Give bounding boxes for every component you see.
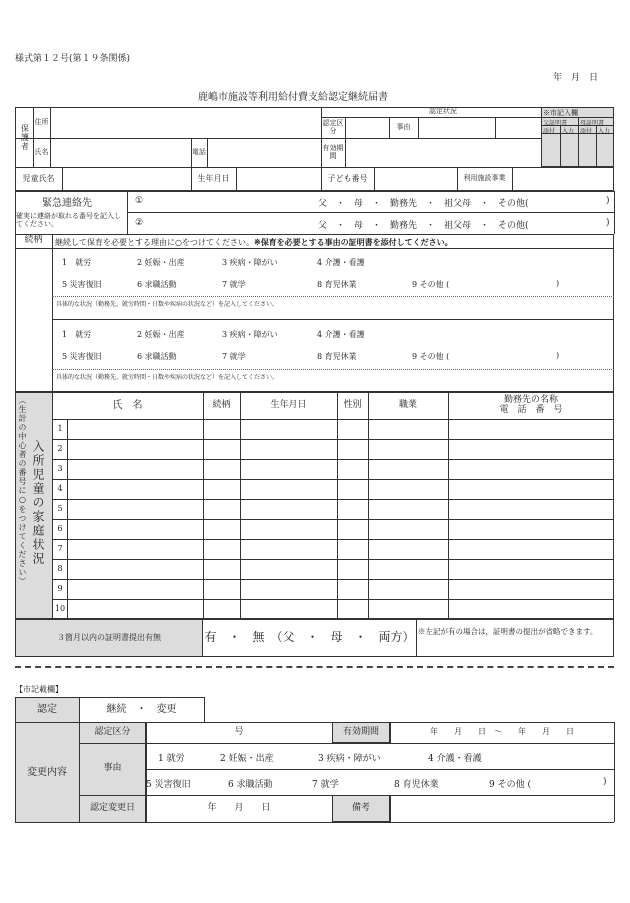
form-number: 様式第１２号(第１９条関係) (15, 54, 131, 64)
office-title: 【市記載欄】 (15, 685, 63, 694)
reason-b-7[interactable]: 7 就学 (222, 352, 246, 361)
mother-input-label: 入力 (598, 128, 611, 135)
office-reason-9[interactable]: 9 その他 ( (489, 780, 531, 790)
relation-header: 続柄 (24, 235, 43, 246)
family-row-number: 8 (57, 564, 63, 573)
reason-b-2[interactable]: 2 妊娠・出産 (137, 330, 185, 339)
child-birth-label: 生年月日 (197, 173, 230, 183)
reason-a-4[interactable]: 4 介護・看護 (317, 258, 365, 267)
family-row-number: 5 (57, 504, 63, 513)
reason-a-8[interactable]: 8 育児休業 (317, 280, 357, 289)
reason-b-3[interactable]: 3 疾病・障がい (222, 330, 278, 339)
family-row-number: 4 (57, 484, 63, 493)
family-row-number: 6 (57, 524, 63, 533)
reason-instruction: 継続して保育を必要とする理由に○をつけてください。 (55, 238, 254, 247)
office-cert-value[interactable]: 継続 ・ 変更 (106, 704, 177, 715)
emergency-title: 緊急連絡先 (42, 198, 92, 209)
family-row-number: 1 (57, 424, 63, 433)
family-side-label: 入所児童の家庭状況 (31, 440, 45, 566)
emergency-phone-1[interactable] (150, 193, 310, 211)
office-class-number[interactable]: 号 (234, 726, 244, 737)
reason-a-6[interactable]: 6 求職活動 (137, 280, 177, 289)
office-valid-value[interactable]: 年 月 日 ～ 年 月 日 (430, 727, 574, 737)
family-sex-header: 性別 (343, 399, 362, 410)
date-label: 年 月 日 (553, 73, 599, 83)
emergency-row1-close: ) (606, 196, 610, 206)
reason-b-detail-field[interactable] (53, 380, 613, 391)
office-reason-1[interactable]: 1 就労 (158, 754, 185, 764)
reason-b-5[interactable]: 5 災害復旧 (62, 352, 102, 361)
facility-label: 利用施設事業 (463, 174, 506, 183)
office-reason-3[interactable]: 3 疾病・障がい (318, 754, 381, 764)
emergency-row1-relation: 父 ・ 母 ・ 勤務先 ・ 祖父母 ・ その他( (318, 199, 529, 209)
family-work-header: 勤務先の名称 (503, 394, 558, 405)
office-reason-9-close: ) (603, 777, 607, 787)
family-row-number: 3 (57, 464, 63, 473)
cert-reason-label: 事由 (396, 122, 411, 131)
address-label: 住所 (34, 118, 49, 127)
family-name-header: 氏 名 (112, 400, 143, 411)
emergency-row2-relation: 父 ・ 母 ・ 勤務先 ・ 祖父母 ・ その他( (318, 221, 529, 231)
proof-note: ※左記が有の場合は，証明書の提出が省略できます。 (418, 627, 598, 636)
city-use-title: ※市記入欄 (543, 109, 578, 117)
reason-a-9-close: ) (556, 279, 560, 288)
child-number-field[interactable] (375, 168, 456, 190)
change-date-value[interactable]: 年 月 日 (207, 802, 271, 813)
reason-a-3[interactable]: 3 疾病・障がい (222, 258, 278, 267)
reason-instruction-bold: ※保育を必要とする事由の証明書を添付してください。 (253, 237, 453, 247)
family-row-number: 10 (54, 604, 66, 613)
office-reason-6[interactable]: 6 求職活動 (228, 780, 273, 790)
family-rows-entry[interactable] (68, 420, 613, 618)
family-row-number: 7 (57, 544, 63, 553)
emergency-row2-num: ② (135, 218, 144, 228)
office-reason-8[interactable]: 8 育児休業 (394, 780, 439, 790)
reason-a-5[interactable]: 5 災害復旧 (62, 280, 102, 289)
family-job-header: 職業 (398, 399, 417, 410)
reason-b-6[interactable]: 6 求職活動 (137, 352, 177, 361)
family-phone-header: 電 話 番 号 (499, 404, 563, 415)
office-reason-5[interactable]: 5 災害復旧 (146, 780, 191, 790)
reason-b-9-close: ) (556, 351, 560, 360)
office-reason-4[interactable]: 4 介護・看護 (428, 754, 482, 764)
valid-period-label: 有効期間 (322, 143, 344, 160)
guardian-name-field[interactable] (51, 139, 190, 166)
cert-status-label: 認定状況 (429, 107, 457, 116)
family-row-number: 2 (57, 444, 63, 453)
guardian-name-label: 氏名 (34, 148, 49, 157)
family-relation-header: 続柄 (212, 399, 231, 410)
child-name-field[interactable] (63, 168, 190, 190)
office-reason-7[interactable]: 7 就学 (312, 780, 339, 790)
father-attach-label: 添付 (543, 128, 556, 135)
proof-choice[interactable]: 有 ・ 無 （父 ・ 母 ・ 両方） (204, 630, 415, 645)
reason-a-9[interactable]: 9 その他 ( (412, 280, 450, 289)
mother-cert-label: 母証明書 (580, 120, 605, 127)
proof-label: ３箇月以内の証明書提出有無 (57, 632, 161, 642)
emergency-note: 確実に連絡が取れる番号を記入してください。 (16, 212, 121, 229)
remarks-label: 備考 (351, 802, 370, 813)
facility-field[interactable] (513, 168, 613, 190)
phone-label: 電話 (192, 148, 206, 157)
phone-field[interactable] (208, 139, 320, 166)
office-valid-label: 有効期間 (342, 726, 379, 737)
form-title: 鹿嶋市施設等利用給付費支給認定継続届書 (198, 92, 388, 103)
change-date-label: 認定変更日 (89, 802, 135, 813)
cert-class-label: 認定区分 (322, 118, 344, 135)
reason-a-detail-field[interactable] (53, 307, 613, 318)
mother-attach-label: 添付 (580, 128, 593, 135)
emergency-row1-num: ① (135, 196, 144, 206)
office-reason-label: 事由 (103, 763, 122, 774)
reason-b-1[interactable]: 1 就労 (62, 330, 92, 339)
father-input-label: 入力 (562, 128, 575, 135)
reason-b-detail: 具体的な状況（勤務先、就労時間・日数や疾病の状況など）を記入してください。 (56, 374, 279, 381)
office-reason-2[interactable]: 2 妊娠・出産 (220, 754, 274, 764)
child-number-label: 子ども番号 (327, 173, 368, 183)
reason-b-4[interactable]: 4 介護・看護 (317, 330, 365, 339)
child-birth-field[interactable] (237, 168, 320, 190)
office-class-label: 認定区分 (94, 726, 131, 737)
reason-a-1[interactable]: 1 就労 (62, 258, 92, 267)
father-cert-label: 父証明書 (543, 120, 568, 127)
remarks-field[interactable] (391, 796, 613, 821)
reason-a-detail: 具体的な状況（勤務先、就労時間・日数や疾病の状況など）を記入してください。 (56, 301, 279, 308)
reason-a-7[interactable]: 7 就学 (222, 280, 246, 289)
family-side-note: （生計の中心者の番号に○をつけてください） (18, 396, 27, 586)
emergency-phone-2[interactable] (150, 214, 310, 232)
change-content-label: 変更内容 (27, 766, 67, 778)
cut-line (15, 666, 614, 668)
family-birth-header: 生年月日 (270, 399, 307, 410)
reason-b-8[interactable]: 8 育児休業 (317, 352, 357, 361)
child-name-label: 児童氏名 (22, 173, 55, 183)
guardian-label: 保護者 (20, 123, 30, 151)
emergency-row2-close: ) (606, 218, 610, 228)
office-cert-label: 認定 (37, 704, 57, 715)
reason-b-9[interactable]: 9 その他 ( (412, 352, 450, 361)
family-row-number: 9 (57, 584, 63, 593)
reason-a-2[interactable]: 2 妊娠・出産 (137, 258, 185, 267)
address-field[interactable] (51, 108, 320, 137)
